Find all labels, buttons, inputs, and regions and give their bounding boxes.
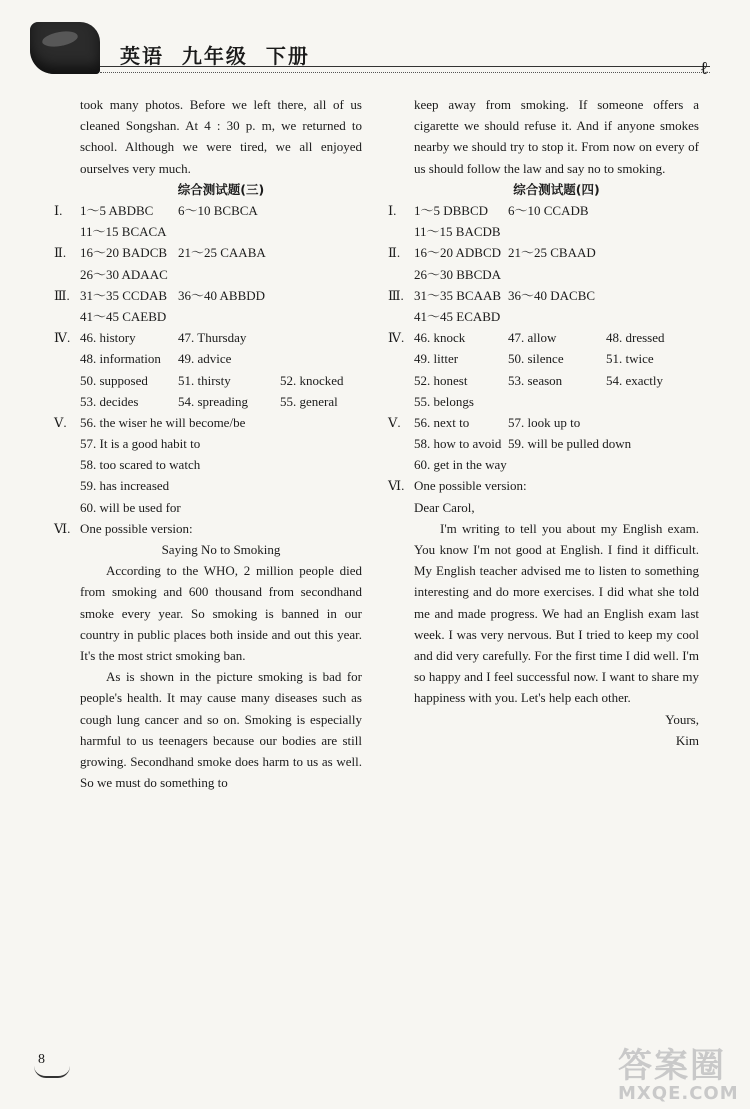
book-logo-icon xyxy=(30,22,100,74)
watermark-logo-text: 答案圈 xyxy=(618,1046,726,1086)
answer-row xyxy=(388,327,699,348)
answer-item: 26～30 BBCDA xyxy=(414,266,502,282)
answer-row xyxy=(414,433,699,454)
question-section-number: Ⅵ. xyxy=(388,478,405,494)
answer-item: 59. has increased xyxy=(80,478,170,494)
left-column xyxy=(54,94,362,793)
answer-row xyxy=(414,391,699,412)
answer-item: 41～45 ECABD xyxy=(414,308,501,324)
left-intro-paragraph: took many photos. Before we left there, all of us cleaned Songshan. At 4 : 30 p. m, we returned to school. Although we were tired, we all enjoyed ourselves very much. xyxy=(80,97,362,176)
answer-item: 58. how to avoid xyxy=(414,436,502,452)
answer-item: 46. knock xyxy=(414,330,466,346)
question-section-number: Ⅱ. xyxy=(54,245,67,261)
answer-item: One possible version: xyxy=(414,478,527,494)
answer-item: 16～20 ADBCD xyxy=(414,245,502,261)
answer-row xyxy=(414,370,699,391)
answer-item: 1～5 ABDBC xyxy=(80,203,154,219)
answer-item: 53. season xyxy=(508,372,563,388)
answer-row xyxy=(80,475,362,496)
answer-row xyxy=(414,221,699,242)
answer-item: 51. twice xyxy=(606,351,654,367)
answer-row xyxy=(388,242,699,263)
letter-signature: Kim xyxy=(675,732,699,748)
answer-row xyxy=(54,327,362,348)
answer-item: 26～30 ADAAC xyxy=(80,266,168,282)
answer-item: 36～40 DACBC xyxy=(508,287,596,303)
answer-item: 31～35 CCDAB xyxy=(80,287,168,303)
answer-item: 1～5 DBBCD xyxy=(414,203,489,219)
answer-item: 47. Thursday xyxy=(178,330,247,346)
question-section-number: Ⅴ. xyxy=(54,414,67,430)
page-number-ornament xyxy=(34,1066,70,1078)
answer-row xyxy=(80,497,362,518)
answer-item: 6～10 BCBCA xyxy=(178,203,258,219)
answer-item: 36～40 ABBDD xyxy=(178,287,266,303)
right-answer-list xyxy=(388,200,699,497)
answer-item: 11～15 BACDB xyxy=(414,224,501,240)
answer-row xyxy=(414,348,699,369)
question-section-number: Ⅴ. xyxy=(388,414,401,430)
answer-item: 52. honest xyxy=(414,372,468,388)
watermark-url: MXQE.COM xyxy=(618,1083,739,1104)
answer-item: 55. belongs xyxy=(414,393,474,409)
essay-paragraph: According to the WHO, 2 million people died from smoking and 600 thousand from secondhand smoke every year. So smoking is banned in our country in public places both inside and out this year. It's the most strict smoking ban. xyxy=(80,563,362,664)
answer-row xyxy=(54,200,362,221)
answer-row xyxy=(80,348,362,369)
answer-row xyxy=(80,370,362,391)
answer-row xyxy=(414,306,699,327)
answer-item: 21～25 CAABA xyxy=(178,245,266,261)
answer-item: 59. will be pulled down xyxy=(508,436,632,452)
question-section-number: Ⅰ. xyxy=(54,203,63,219)
answer-item: 21～25 CBAAD xyxy=(508,245,596,261)
right-column xyxy=(388,94,699,751)
answer-item: 49. advice xyxy=(178,351,232,367)
answer-item: 57. look up to xyxy=(508,414,581,430)
answer-item: 46. history xyxy=(80,330,136,346)
watermark xyxy=(618,1038,739,1104)
answer-item: 31～35 BCAAB xyxy=(414,287,502,303)
section-title-3: 综合测试题(三) xyxy=(177,181,265,197)
right-intro-paragraph: keep away from smoking. If someone offers a cigarette we should refuse it. And if anyone smokes nearby we should try to stop it. From now on every of us should follow the law and say no to smoking. xyxy=(414,97,699,176)
answer-row xyxy=(54,242,362,263)
answer-row xyxy=(80,454,362,475)
answer-row xyxy=(54,285,362,306)
question-section-number: Ⅵ. xyxy=(54,520,71,536)
question-section-number: Ⅲ. xyxy=(388,287,404,303)
answer-row xyxy=(54,412,362,433)
answer-item: 55. general xyxy=(280,393,338,409)
answer-item: One possible version: xyxy=(80,520,193,536)
answer-row xyxy=(414,454,699,475)
answer-item: 53. decides xyxy=(80,393,139,409)
question-section-number: Ⅲ. xyxy=(54,287,70,303)
answer-row xyxy=(54,518,362,539)
answer-item: 56. next to xyxy=(414,414,470,430)
answer-item: 56. the wiser he will become/be xyxy=(80,414,246,430)
answer-row xyxy=(80,433,362,454)
answer-item: 48. dressed xyxy=(606,330,665,346)
answer-row xyxy=(388,285,699,306)
answer-item: 60. get in the way xyxy=(414,457,507,473)
answer-item: 41～45 CAEBD xyxy=(80,308,167,324)
header-rule xyxy=(100,66,710,67)
answer-item: 11～15 BCACA xyxy=(80,224,167,240)
header-title: 英语 九年级 下册 xyxy=(120,44,310,68)
answer-item: 48. information xyxy=(80,351,161,367)
answer-row xyxy=(388,200,699,221)
answer-item: 49. litter xyxy=(414,351,459,367)
question-section-number: Ⅰ. xyxy=(388,203,397,219)
letter-paragraph: I'm writing to tell you about my English exam. You know I'm not good at English. I find it difficult. My English teacher advised me to listen to something interesting and do more exercises. I did what she told me and made progress. We had an English exam last week. I was very nervous. But I tried to keep my cool and did very carefully. For the first time I did well. I'm so happy and I feel successful now. I want to share my happiness with you. Let's help each other. xyxy=(414,520,699,706)
left-answer-list xyxy=(54,200,362,539)
curl-ornament-icon: ℓ xyxy=(700,58,709,78)
answer-row xyxy=(80,264,362,285)
header-dotted-rule xyxy=(100,72,710,73)
question-section-number: Ⅳ. xyxy=(54,330,71,346)
answer-row xyxy=(80,221,362,242)
answer-item: 52. knocked xyxy=(280,372,344,388)
answer-item: 57. It is a good habit to xyxy=(80,436,201,452)
answer-row xyxy=(388,412,699,433)
answer-item: 54. spreading xyxy=(178,393,249,409)
answer-item: 51. thirsty xyxy=(178,372,231,388)
answer-item: 50. silence xyxy=(508,351,564,367)
answer-item: 54. exactly xyxy=(606,372,664,388)
answer-row xyxy=(80,306,362,327)
essay-title: Saying No to Smoking xyxy=(161,542,281,558)
answer-item: 50. supposed xyxy=(80,372,148,388)
answer-item: 58. too scared to watch xyxy=(80,457,201,473)
page-number: 8 xyxy=(38,1052,45,1067)
answer-row xyxy=(80,391,362,412)
question-section-number: Ⅱ. xyxy=(388,245,401,261)
answer-item: 47. allow xyxy=(508,330,557,346)
letter-greeting: Dear Carol, xyxy=(414,499,475,515)
answer-row xyxy=(388,475,699,496)
letter-closing: Yours, xyxy=(665,711,699,727)
answer-item: 16～20 BADCB xyxy=(80,245,168,261)
answer-item: 60. will be used for xyxy=(80,499,181,515)
section-title-4: 综合测试题(四) xyxy=(513,181,600,197)
answer-item: 6～10 CCADB xyxy=(508,203,589,219)
answer-row xyxy=(414,264,699,285)
question-section-number: Ⅳ. xyxy=(388,330,405,346)
essay-paragraph: As is shown in the picture smoking is bad for people's health. It may cause many diseases such as cough lung cancer and so on. Smoking is especially harmful to us teenagers because our bodies are still growing. Secondhand smoke does harm to us as well. So we must do something to xyxy=(80,669,362,791)
page-header xyxy=(0,0,750,90)
